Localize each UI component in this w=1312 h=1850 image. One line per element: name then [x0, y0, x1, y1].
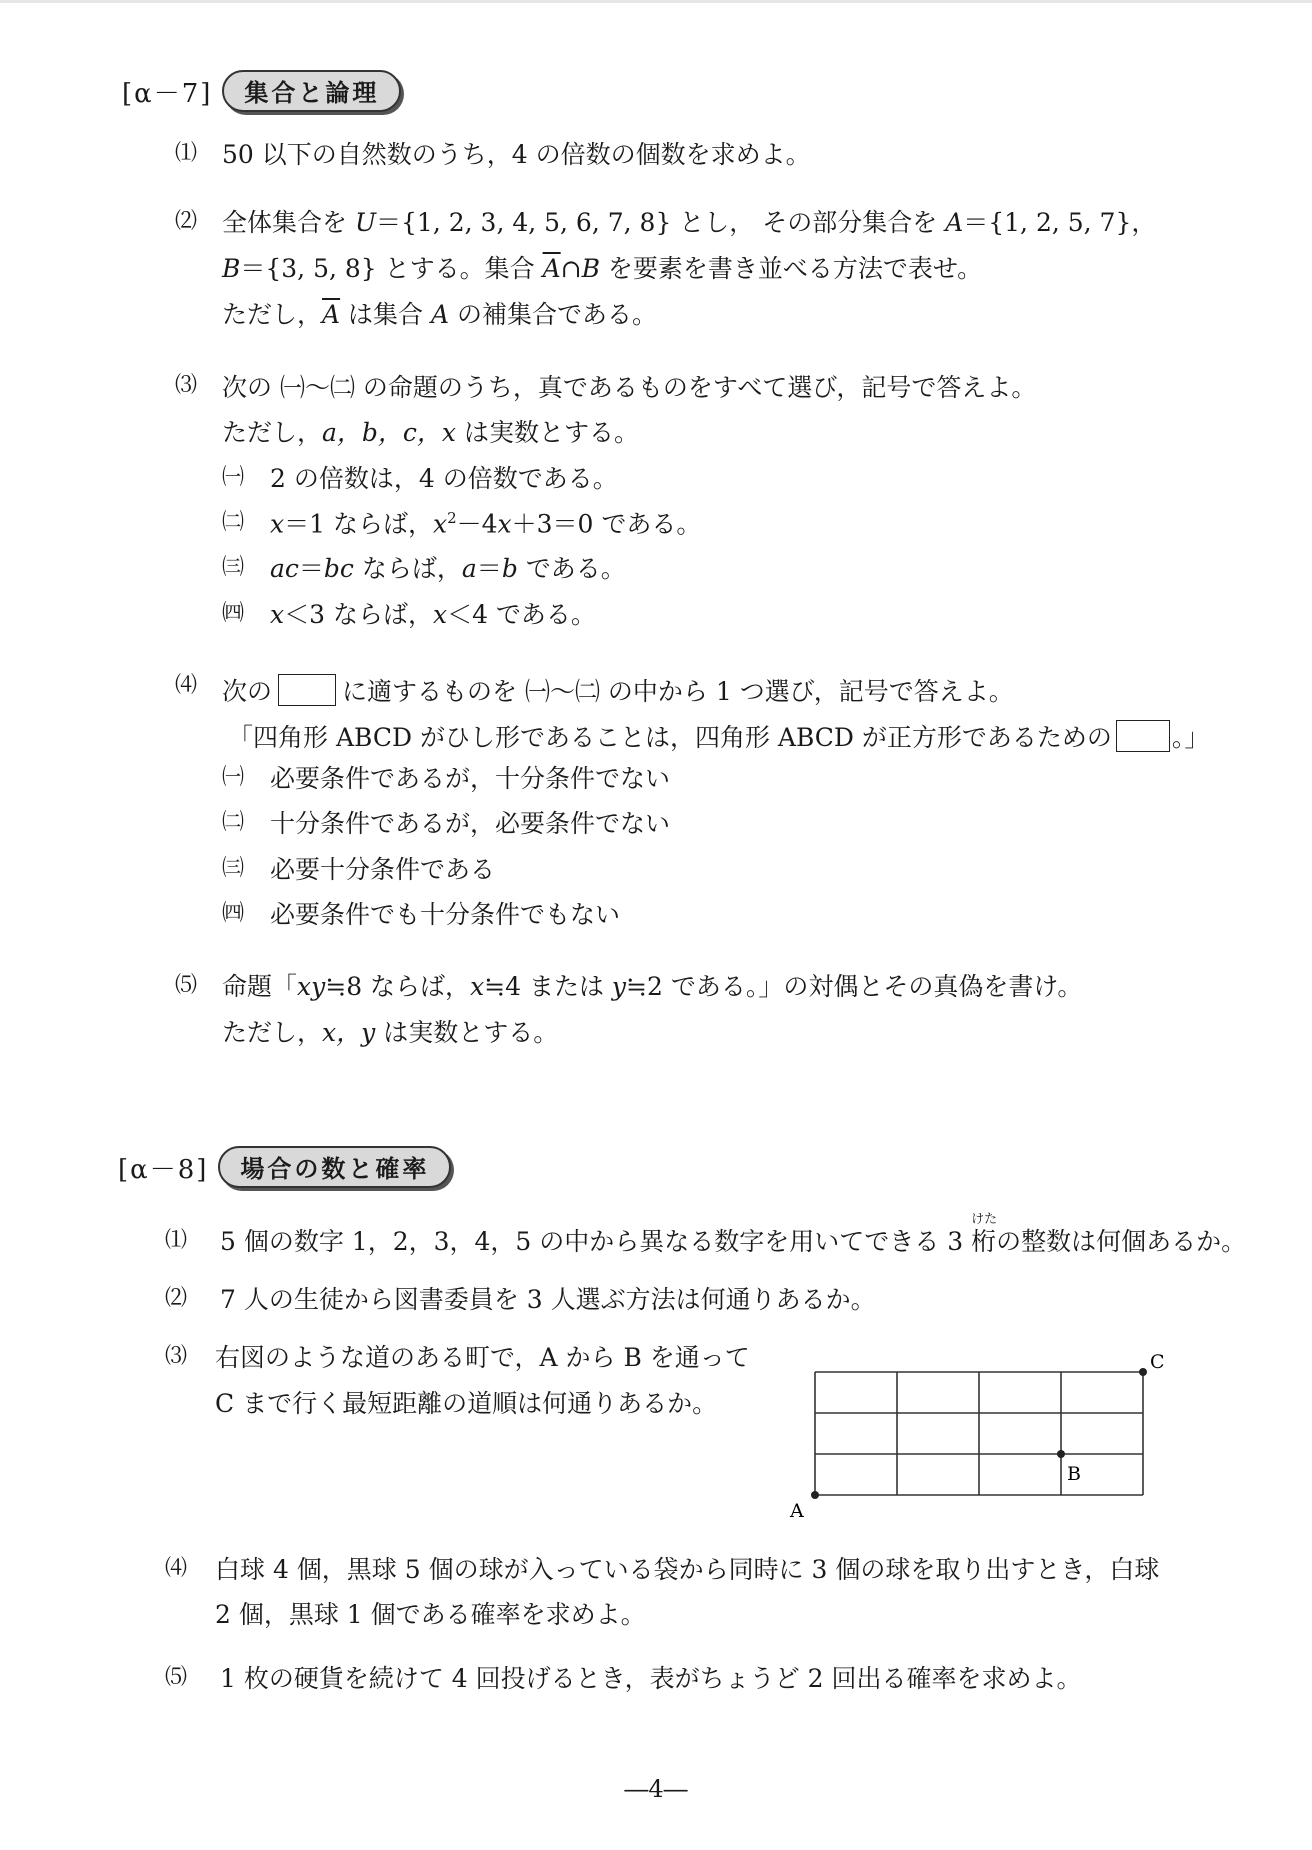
a7-q4-choice-c: 必要十分条件である	[270, 855, 496, 884]
a7-q4-mark-a: ㈠	[222, 765, 245, 790]
a7-q3-mark-c: ㈢	[222, 555, 245, 580]
a7-q3-choice-d: x＜3 ならば，x＜4 である。	[270, 600, 596, 629]
a8-q1-number: ⑴	[165, 1228, 188, 1253]
a7-q4-line1: 次の に適するものを ㈠～㈡ の中から 1 つ選び，記号で答えよ。	[222, 674, 1014, 706]
street-grid-diagram	[790, 1350, 1180, 1522]
a8-q2-text: 7 人の生徒から図書委員を 3 人選ぶ方法は何通りあるか。	[220, 1285, 876, 1314]
a7-q4-mark-d: ㈣	[222, 901, 245, 926]
a7-q4-number: ⑷	[175, 673, 198, 698]
a7-q3-choice-a: 2 の倍数は，4 の倍数である。	[270, 464, 618, 493]
a7-q4-line2: 「四角形 ABCD がひし形であることは，四角形 ABCD が正方形であるための 。」	[228, 720, 1209, 752]
a8-q1-text: 5 個の数字 1，2，3，4，5 の中から異なる数字を用いてできる 3 けた 桁の整数は何個あるか。	[220, 1212, 1247, 1256]
a7-q3-number: ⑶	[175, 373, 198, 398]
point-b-dot	[1057, 1450, 1065, 1458]
a7-q1-text: 50 以下の自然数のうち，4 の倍数の個数を求めよ。	[222, 140, 811, 169]
a8-q5-number: ⑸	[165, 1665, 188, 1690]
a8-q3-number: ⑶	[165, 1344, 188, 1369]
section-a7-label: [α－7]	[122, 78, 213, 109]
a7-q3-choice-c: ac＝bc ならば，a＝b である。	[270, 554, 626, 583]
section-a8-header	[118, 1146, 451, 1188]
answer-blank-box	[1116, 720, 1170, 752]
a7-q5-line1: 命題「xy≒8 ならば，x≒4 または y≒2 である。」の対偶とその真偽を書け。	[222, 972, 1083, 1001]
a8-q4-line1: 白球 4 個，黒球 5 個の球が入っている袋から同時に 3 個の球を取り出すとき，白球	[215, 1555, 1160, 1584]
a7-q5-line2: ただし，x，y は実数とする。	[222, 1018, 559, 1047]
a7-q4-mark-b: ㈡	[222, 810, 245, 835]
a7-q5-number: ⑸	[175, 973, 198, 998]
section-a7-header	[122, 70, 401, 112]
a7-q3-line1: 次の ㈠～㈡ の命題のうち，真であるものをすべて選び，記号で答えよ。	[222, 373, 1037, 402]
a7-q3-mark-b: ㈡	[222, 510, 245, 535]
a7-q2-line3: ただし，$\overline{A}$ は集合 A の補集合である。	[222, 300, 657, 329]
a7-q3-mark-d: ㈣	[222, 601, 245, 626]
answer-blank-box	[278, 674, 336, 706]
point-c-dot	[1139, 1368, 1147, 1376]
a7-q2-number: ⑵	[175, 209, 198, 234]
a7-q1-number: ⑴	[175, 141, 198, 166]
a7-q2-line2: B＝{3, 5, 8} とする。集合 $\overline{A}\cap B$ を要素を書き並べる方法で表せ。	[222, 254, 983, 283]
point-b-label: B	[1067, 1463, 1081, 1485]
a7-q2-line1: 全体集合を U＝{1, 2, 3, 4, 5, 6, 7, 8} とし， その部分集合を A＝{1, 2, 5, 7}，	[222, 208, 1157, 237]
a7-q4-choice-a: 必要条件であるが，十分条件でない	[270, 764, 671, 793]
point-a-label: A	[790, 1500, 804, 1522]
point-c-label: C	[1150, 1351, 1165, 1373]
a7-q3-mark-a: ㈠	[222, 465, 245, 490]
page-number: ―4―	[624, 1775, 688, 1803]
section-a8-title: 場合の数と確率	[218, 1146, 451, 1188]
a8-q4-line2: 2 個，黒球 1 個である確率を求めよ。	[215, 1600, 646, 1629]
a7-q4-choice-d: 必要条件でも十分条件でもない	[270, 900, 621, 929]
a7-q4-mark-c: ㈢	[222, 856, 245, 881]
a8-q4-number: ⑷	[165, 1556, 188, 1581]
section-a7-title: 集合と論理	[222, 70, 401, 112]
section-a8-label: [α－8]	[118, 1154, 209, 1185]
a8-q2-number: ⑵	[165, 1286, 188, 1311]
keta-ruby: けた	[971, 1212, 998, 1227]
a8-q3-line2: C まで行く最短距離の道順は何通りあるか。	[215, 1389, 718, 1418]
a8-q5-text: 1 枚の硬貨を続けて 4 回投げるとき，表がちょうど 2 回出る確率を求めよ。	[220, 1664, 1082, 1693]
a8-q3-line1: 右図のような道のある町で，A から B を通って	[215, 1343, 750, 1372]
point-a-dot	[811, 1491, 819, 1499]
page-top-edge	[0, 0, 1312, 3]
a7-q4-choice-b: 十分条件であるが，必要条件でない	[270, 809, 671, 838]
a7-q3-line2: ただし，a，b，c，x は実数とする。	[222, 418, 639, 447]
a7-q3-choice-b: x＝1 ならば，$x^2-4x+3=0$ である。	[270, 509, 702, 539]
